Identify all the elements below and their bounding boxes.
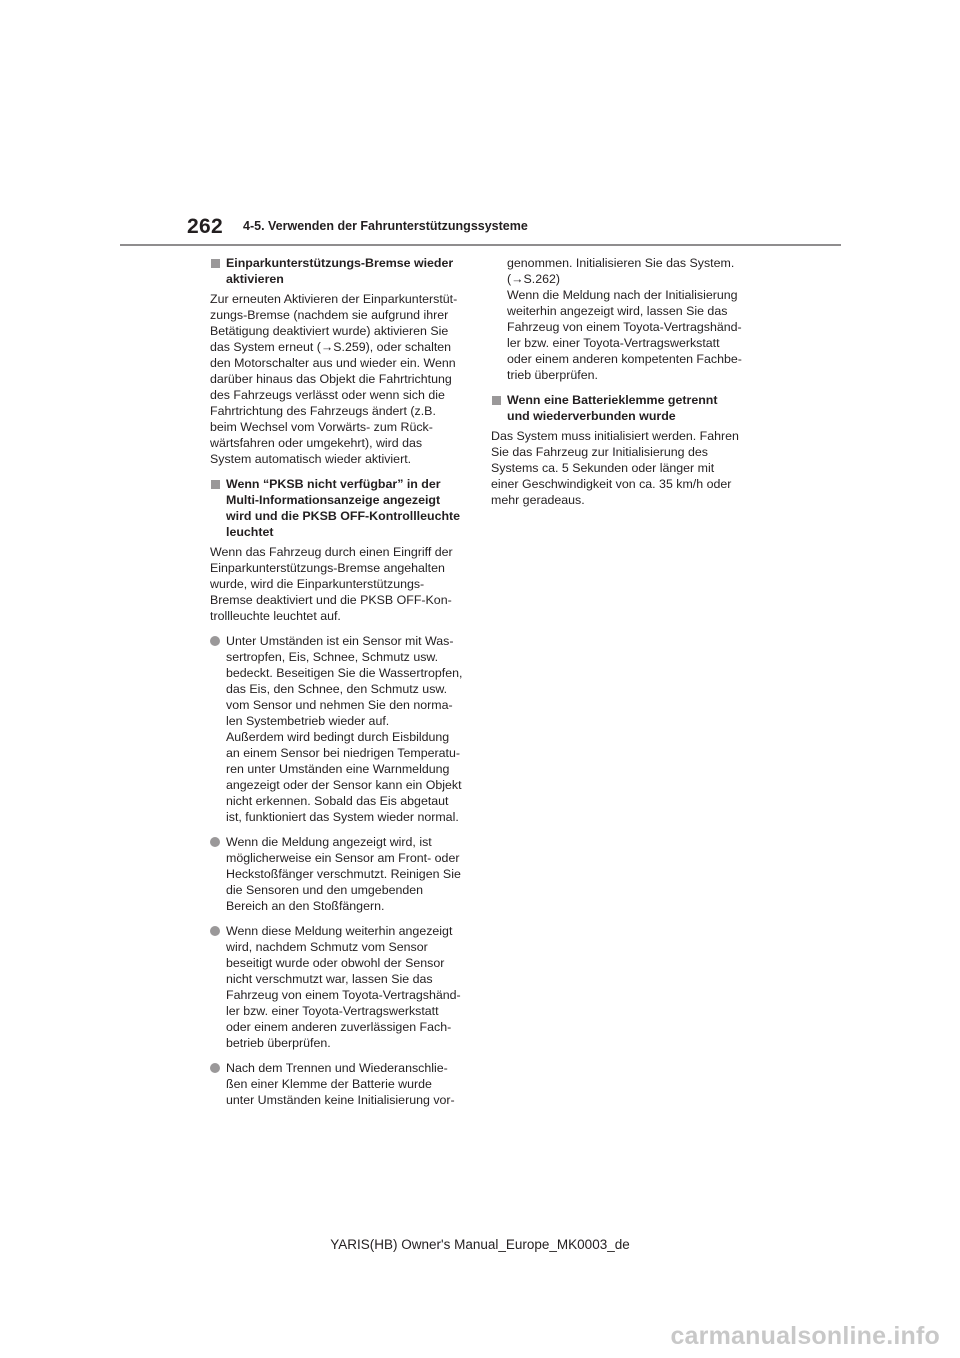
left-column: [210, 255, 472, 1117]
section-heading-reactivate: [210, 255, 472, 287]
circle-bullet-icon: [210, 837, 220, 847]
bullet-continued-text: genommen. Initialisieren Sie das System. (→S.262) Wenn die Meldung nach der Initialisierung weiterhin angezeigt wird, lassen Sie das Fahrzeug von einem Toyota-Vertragshänd- ler bzw. einer Toyota-Vertragswerkstatt oder einem anderen kompetenten Fachbe- trieb überprüfen.: [507, 256, 742, 382]
section-body-battery: Das System muss initialisiert werden. Fahren Sie das Fahrzeug zur Initialisierung des Systems ca. 5 Sekunden oder länger mit einer Geschwindigkeit von ca. 35 km/h oder mehr geradeaus.: [491, 429, 739, 507]
bullet-text: Nach dem Trennen und Wiederanschlie- ßen einer Klemme der Batterie wurde unter Umständen keine Initialisierung vor-: [226, 1061, 455, 1107]
circle-bullet-icon: [210, 1063, 220, 1073]
bullet-text: Wenn diese Meldung weiterhin angezeigt wird, nachdem Schmutz vom Sensor beseitigt wurde oder obwohl der Sensor nicht verschmutzt war, lassen Sie das Fahrzeug von einem Toyota-Vertragshänd- ler bzw. einer Toyota-Vertragswerkstatt oder einem anderen zuverlässigen Fach- betrieb überprüfen.: [226, 924, 461, 1050]
bullet-text: Wenn die Meldung angezeigt wird, ist möglicherweise ein Sensor am Front- oder Heckstoßfänger verschmutzt. Reinigen Sie die Sensoren und den umgebenden Bereich an den Stoßfängern.: [226, 835, 461, 913]
heading-text: Wenn “PKSB nicht verfügbar” in der Multi-Informationsanzeige angezeigt wird und die PKSB OFF-Kontrollleuchte leuchtet: [226, 477, 461, 539]
square-bullet-icon: [211, 259, 220, 268]
watermark: carmanualsonline.info: [670, 1322, 940, 1350]
bullet-text: Unter Umständen ist ein Sensor mit Was- sertropfen, Eis, Schnee, Schmutz usw. bedeckt. Beseitigen Sie die Wassertropfen, das Eis, den Schnee, den Schmutz usw. vom Sensor und nehmen Sie den norma- len Systembetrieb wieder auf. Außerdem wird bedingt durch Eisbildung an einem Sensor bei niedrigen Temperatu- ren unter Umständen eine Warnmeldung angezeigt oder der Sensor kann ein Objekt nicht erkennen. Sobald das Eis abgetaut ist, funktioniert das System wieder normal.: [226, 634, 463, 824]
section-heading-battery: [491, 392, 753, 424]
section-body-pksb-unavailable: Wenn das Fahrzeug durch einen Eingriff der Einparkunterstützungs-Bremse angehalten wurde, wird die Einparkunterstützungs- Bremse deaktiviert und die PKSB OFF-Kon- trollleuchte leuchtet auf.: [210, 545, 453, 623]
square-bullet-icon: [211, 480, 220, 489]
header-rule: [120, 244, 841, 246]
heading-text: Wenn eine Batterieklemme getrennt und wiederverbunden wurde: [507, 393, 718, 423]
section-title: 4-5. Verwenden der Fahrunterstützungssysteme: [243, 219, 528, 233]
square-bullet-icon: [492, 396, 501, 405]
bullet-item: [210, 923, 472, 1051]
page-number: 262: [187, 215, 223, 238]
bullet-item: [210, 834, 472, 914]
circle-bullet-icon: [210, 636, 220, 646]
section-heading-pksb-unavailable: [210, 476, 472, 540]
right-column: [491, 255, 753, 517]
bullet-item: [210, 633, 472, 825]
footer-manual-id: YARIS(HB) Owner's Manual_Europe_MK0003_de: [330, 1237, 630, 1252]
heading-text: Einparkunterstützungs-Bremse wieder aktivieren: [226, 256, 454, 286]
bullet-item: [210, 1060, 472, 1108]
section-body-reactivate: Zur erneuten Aktivieren der Einparkunterstüt- zungs-Bremse (nachdem sie aufgrund ihrer Betätigung deaktiviert wurde) aktivieren Sie das System erneut (→S.259), oder schalten den Motorschalter aus und wieder ein. Wenn darüber hinaus das Objekt die Fahrtrichtung des Fahrzeugs verlässt oder wenn sich die Fahrtrichtung des Fahrzeugs ändert (z.B. beim Wechsel vom Vorwärts- zum Rück- wärtsfahren oder umgekehrt), wird das System automatisch wieder aktiviert.: [210, 292, 458, 466]
circle-bullet-icon: [210, 926, 220, 936]
